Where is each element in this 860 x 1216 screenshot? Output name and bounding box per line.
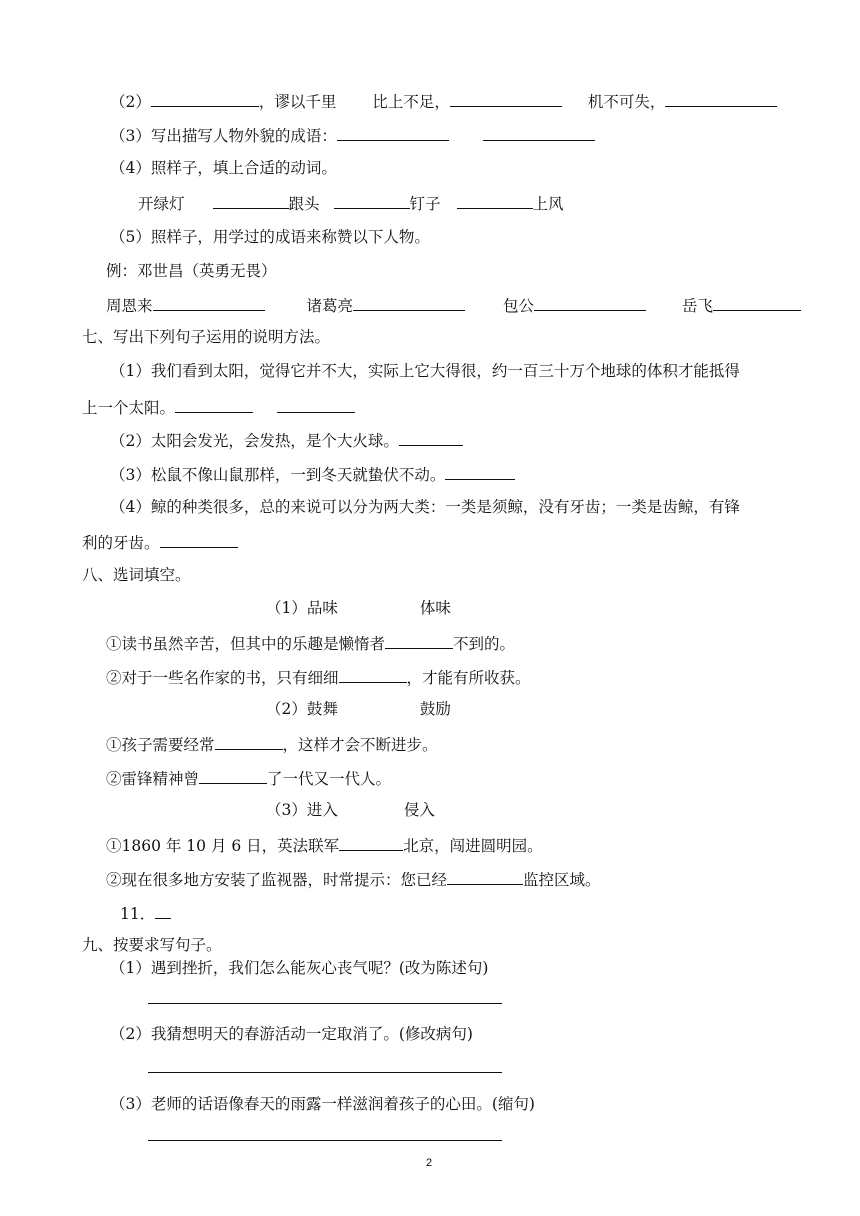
q9-item2-line [110,1024,473,1044]
answer-blank[interactable] [153,294,265,311]
q6-item3-text: （3）写出描写人物外貌的成语： [110,127,337,145]
q6-item4-word3: 钉子 [409,195,441,213]
word-choice: 侵入 [403,801,435,819]
q6-item5-example-text: 例：邓世昌（英勇无畏） [106,262,277,280]
sentence-text: 监控区域。 [523,871,601,889]
answer-blank[interactable] [457,192,533,209]
answer-blank[interactable] [353,294,465,311]
q7-item2-text: （2）太阳会发光，会发热，是个大火球。 [110,432,399,450]
answer-blank[interactable] [160,531,238,548]
answer-blank[interactable] [385,632,453,649]
sentence-text: ①孩子需要经常 [106,736,215,754]
word-choice: （1）品味 [266,599,338,617]
q8-group2-words [266,699,451,719]
sentence-text: ，这样才会不断进步。 [282,736,438,754]
answer-blank[interactable] [447,868,523,885]
answer-blank[interactable] [339,834,403,851]
q8-group1-s1 [106,632,515,654]
sentence-text: ②对于一些名作家的书，只有细细 [106,669,339,687]
q6-item4-text: （4）照样子，填上合适的动词。 [110,159,337,177]
section-heading: 九、按要求写句子。 [82,936,222,954]
answer-line[interactable] [148,1056,502,1073]
answer-blank[interactable] [713,294,801,311]
q6-item2-label: （2） [110,93,151,111]
q8-group2-s2 [106,767,391,789]
q9-item3-text: （3）老师的话语像春天的雨露一样滋润着孩子的心田。(缩句) [110,1095,535,1113]
q8-group1-words [266,598,451,618]
sentence-text: 了一代又一代人。 [267,770,392,788]
answer-blank[interactable] [213,192,289,209]
answer-blank[interactable] [199,767,267,784]
q9-item1-answer [148,987,502,1009]
sentence-text: ①1860 年 10 月 6 日，英法联军 [106,837,340,855]
q7-item1-text: （1）我们看到太阳，觉得它并不大，实际上它大得很，约一百三十万个地球的体积才能抵得 [110,362,740,380]
q7-item1-text2: 上一个太阳。 [82,399,176,417]
q8-group1-s2 [106,666,531,688]
answer-blank[interactable] [445,463,515,480]
page-number: 2 [426,1157,433,1169]
item-number: 11． [120,905,156,923]
q6-item5-people [106,294,801,316]
answer-blank[interactable] [534,294,646,311]
q7-item1-line2 [82,396,355,418]
q6-item2-text3: 机不可失， [587,93,666,111]
q6-item2-text2: 比上不足， [372,93,450,111]
sentence-text: ②现在很多地方安装了监视器，时常提示：您已经 [106,871,448,889]
q9-item3-answer [148,1124,502,1146]
answer-blank[interactable] [277,396,355,413]
answer-blank[interactable] [399,429,463,446]
q7-item3-text: （3）松鼠不像山鼠那样，一到冬天就蛰伏不动。 [110,466,446,484]
q6-item4-words [138,192,564,214]
q7-item2-line [110,429,463,451]
answer-blank[interactable] [151,90,259,107]
answer-blank[interactable] [665,90,777,107]
q6-item4-word1: 开绿灯 [138,195,185,213]
sentence-text: 不到的。 [453,635,516,653]
answer-blank[interactable] [483,124,595,141]
q6-item2-line [110,90,777,112]
person-label: 岳飞 [682,297,714,315]
word-choice: （2）鼓舞 [266,700,338,718]
answer-blank[interactable] [334,192,410,209]
word-choice: （3）进入 [266,801,338,819]
person-label: 诸葛亮 [306,297,354,315]
answer-line[interactable] [148,987,502,1004]
q7-item1-line1 [110,361,740,381]
q9-item2-text: （2）我猜想明天的春游活动一定取消了。(修改病句) [110,1025,473,1043]
q7-item3-line [110,463,515,485]
q6-item3-line [110,124,595,146]
q6-item5-example [106,261,277,281]
sentence-text: ①读书虽然辛苦，但其中的乐趣是懒惰者 [106,635,386,653]
answer-blank[interactable] [337,124,449,141]
section-heading: 八、选词填空。 [82,566,191,584]
q8-group3-words [266,800,435,820]
q9-heading [82,935,222,955]
q8-item11-line [120,902,171,924]
sentence-text: 北京，闯进圆明园。 [403,837,543,855]
q6-item5-line [110,227,430,247]
answer-blank[interactable] [155,902,171,919]
answer-blank[interactable] [215,733,283,750]
q8-heading [82,565,191,585]
q7-item4-line1 [110,497,740,517]
person-label: 包公 [503,297,535,315]
q7-item4-line2 [82,531,238,553]
q9-item1-text: （1）遇到挫折，我们怎么能灰心丧气呢？(改为陈述句) [110,959,489,977]
q7-item4-text2: 利的牙齿。 [82,534,160,552]
answer-blank[interactable] [175,396,253,413]
q8-group3-s1 [106,834,543,856]
section-heading: 七、写出下列句子运用的说明方法。 [82,328,331,346]
q9-item3-line [110,1094,535,1114]
answer-line[interactable] [148,1124,502,1141]
sentence-text: ②雷锋精神曾 [106,770,200,788]
sentence-text: ，才能有所收获。 [406,669,531,687]
word-choice: 体味 [419,599,451,617]
q9-item2-answer [148,1056,502,1078]
word-choice: 鼓励 [419,700,451,718]
person-label: 周恩来 [106,297,153,315]
q6-item4-line [110,158,337,178]
q6-item5-text: （5）照样子，用学过的成语来称赞以下人物。 [110,228,430,246]
q7-item4-text: （4）鲸的种类很多，总的来说可以分为两大类：一类是须鲸，没有牙齿；一类是齿鲸，有锋 [110,498,740,516]
answer-blank[interactable] [450,90,562,107]
q8-group2-s1 [106,733,438,755]
q6-item4-word4: 上风 [532,195,564,213]
q6-item2-text1: ，谬以千里 [258,93,337,111]
q9-item1-line [110,958,488,978]
q7-heading [82,327,330,347]
q6-item4-word2: 跟头 [288,195,320,213]
q8-group3-s2 [106,868,601,890]
answer-blank[interactable] [339,666,407,683]
